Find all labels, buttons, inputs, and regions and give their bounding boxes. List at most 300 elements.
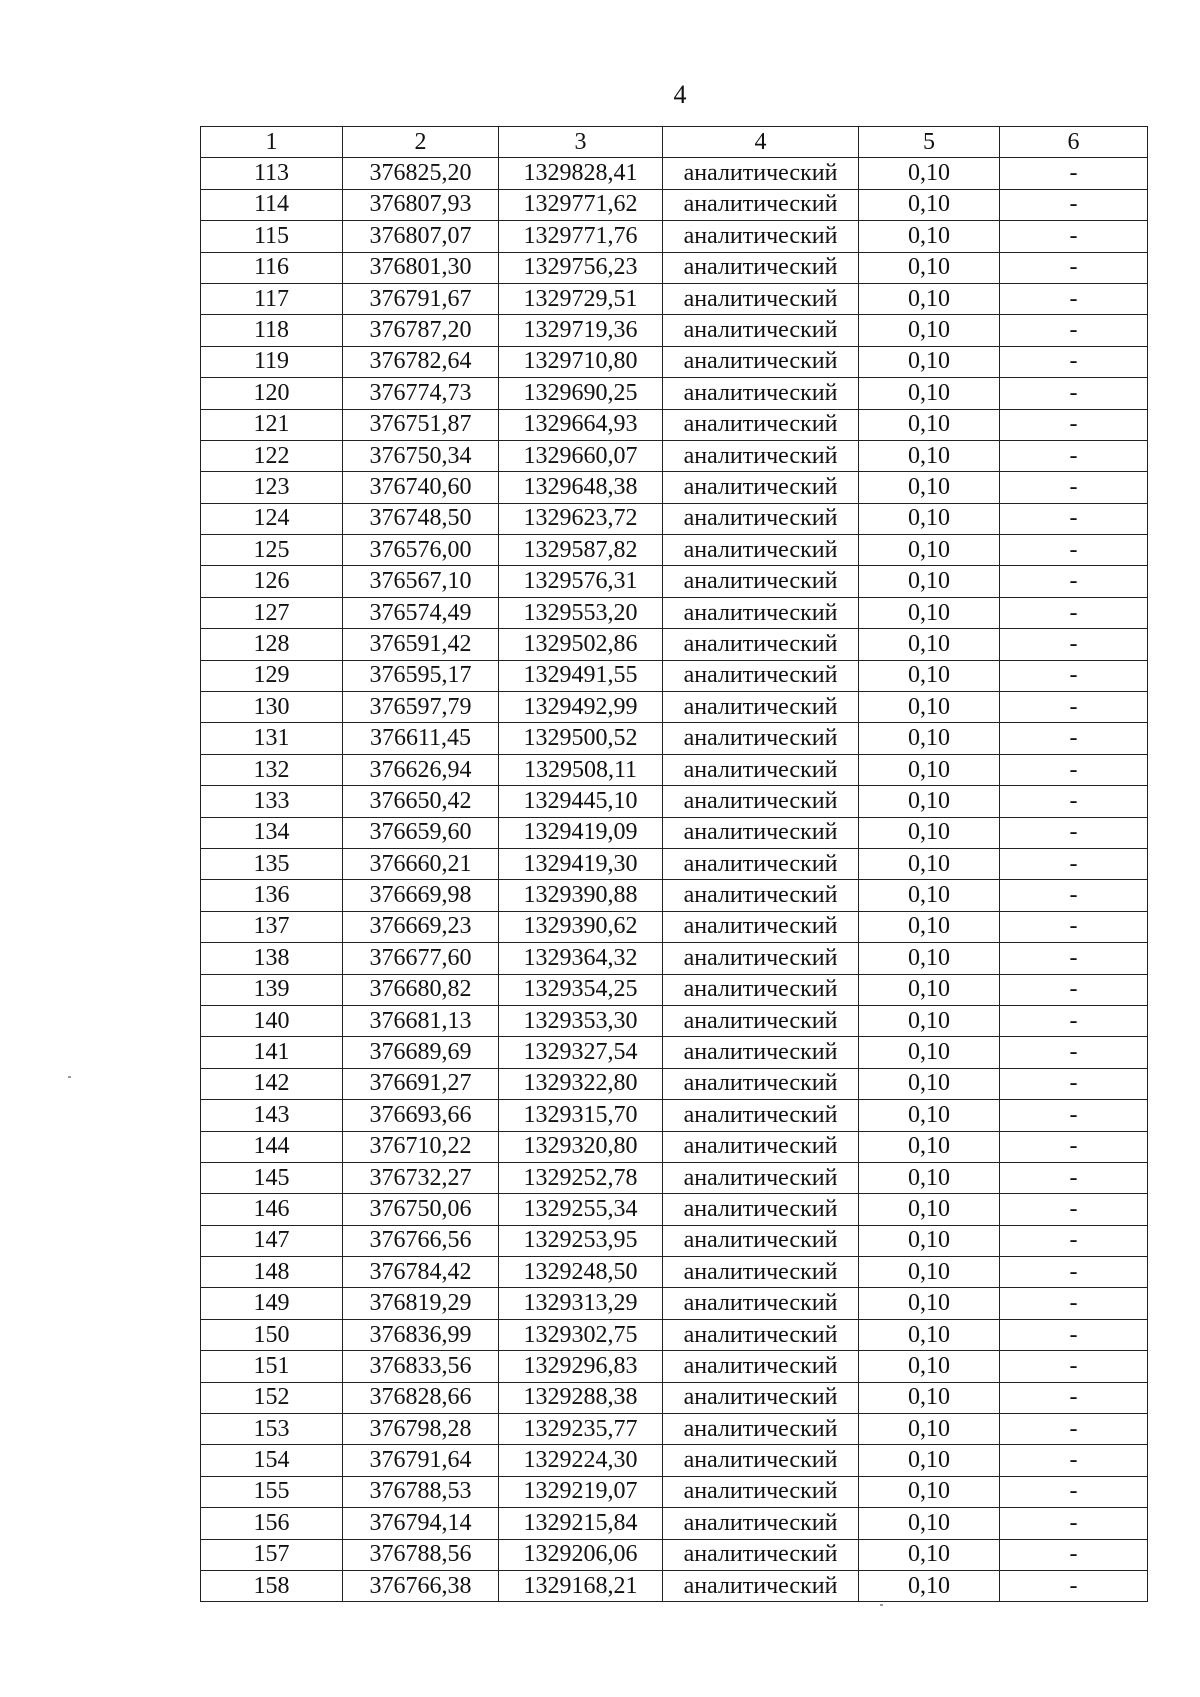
method-cell: аналитический — [663, 1445, 859, 1476]
y-coordinate-cell: 1329419,30 — [499, 848, 663, 879]
table-row — [201, 346, 1148, 377]
y-coordinate-cell: 1329719,36 — [499, 315, 663, 346]
y-coordinate-cell: 1329219,07 — [499, 1476, 663, 1507]
table-row — [201, 817, 1148, 848]
method-cell: аналитический — [663, 535, 859, 566]
x-coordinate-cell: 376750,06 — [343, 1194, 499, 1225]
point-number-cell: 149 — [201, 1288, 343, 1319]
method-cell: аналитический — [663, 1288, 859, 1319]
accuracy-cell: 0,10 — [859, 315, 1000, 346]
method-cell: аналитический — [663, 378, 859, 409]
header-col-4: 4 — [663, 127, 859, 158]
y-coordinate-cell: 1329664,93 — [499, 409, 663, 440]
x-coordinate-cell: 376574,49 — [343, 597, 499, 628]
accuracy-cell: 0,10 — [859, 1131, 1000, 1162]
table-row — [201, 1445, 1148, 1476]
y-coordinate-cell: 1329576,31 — [499, 566, 663, 597]
accuracy-cell: 0,10 — [859, 1445, 1000, 1476]
point-number-cell: 130 — [201, 692, 343, 723]
point-number-cell: 158 — [201, 1570, 343, 1601]
accuracy-cell: 0,10 — [859, 440, 1000, 471]
note-cell: - — [1000, 943, 1148, 974]
x-coordinate-cell: 376766,56 — [343, 1225, 499, 1256]
x-coordinate-cell: 376748,50 — [343, 503, 499, 534]
note-cell: - — [1000, 1037, 1148, 1068]
table-row — [201, 1382, 1148, 1413]
scan-speck — [68, 1076, 71, 1078]
accuracy-cell: 0,10 — [859, 754, 1000, 785]
y-coordinate-cell: 1329500,52 — [499, 723, 663, 754]
table-row — [201, 1194, 1148, 1225]
note-cell: - — [1000, 440, 1148, 471]
table-row — [201, 1162, 1148, 1193]
y-coordinate-cell: 1329322,80 — [499, 1068, 663, 1099]
header-col-5: 5 — [859, 127, 1000, 158]
y-coordinate-cell: 1329502,86 — [499, 629, 663, 660]
accuracy-cell: 0,10 — [859, 566, 1000, 597]
y-coordinate-cell: 1329168,21 — [499, 1570, 663, 1601]
y-coordinate-cell: 1329587,82 — [499, 535, 663, 566]
point-number-cell: 114 — [201, 189, 343, 220]
note-cell: - — [1000, 409, 1148, 440]
note-cell: - — [1000, 1288, 1148, 1319]
note-cell: - — [1000, 1131, 1148, 1162]
table-row — [201, 535, 1148, 566]
table-row — [201, 880, 1148, 911]
table-row — [201, 315, 1148, 346]
method-cell: аналитический — [663, 1100, 859, 1131]
point-number-cell: 136 — [201, 880, 343, 911]
note-cell: - — [1000, 660, 1148, 691]
note-cell: - — [1000, 629, 1148, 660]
x-coordinate-cell: 376689,69 — [343, 1037, 499, 1068]
note-cell: - — [1000, 566, 1148, 597]
accuracy-cell: 0,10 — [859, 817, 1000, 848]
table-row — [201, 1131, 1148, 1162]
table-row — [201, 1257, 1148, 1288]
y-coordinate-cell: 1329353,30 — [499, 1005, 663, 1036]
note-cell: - — [1000, 535, 1148, 566]
accuracy-cell: 0,10 — [859, 189, 1000, 220]
y-coordinate-cell: 1329390,62 — [499, 911, 663, 942]
table-row — [201, 252, 1148, 283]
y-coordinate-cell: 1329288,38 — [499, 1382, 663, 1413]
y-coordinate-cell: 1329828,41 — [499, 158, 663, 189]
x-coordinate-cell: 376794,14 — [343, 1508, 499, 1539]
accuracy-cell: 0,10 — [859, 1100, 1000, 1131]
method-cell: аналитический — [663, 1476, 859, 1507]
point-number-cell: 138 — [201, 943, 343, 974]
table-row — [201, 692, 1148, 723]
note-cell: - — [1000, 723, 1148, 754]
x-coordinate-cell: 376595,17 — [343, 660, 499, 691]
accuracy-cell: 0,10 — [859, 848, 1000, 879]
accuracy-cell: 0,10 — [859, 1194, 1000, 1225]
accuracy-cell: 0,10 — [859, 1068, 1000, 1099]
point-number-cell: 124 — [201, 503, 343, 534]
table-row — [201, 440, 1148, 471]
note-cell: - — [1000, 848, 1148, 879]
accuracy-cell: 0,10 — [859, 692, 1000, 723]
header-row — [201, 127, 1148, 158]
point-number-cell: 155 — [201, 1476, 343, 1507]
point-number-cell: 118 — [201, 315, 343, 346]
note-cell: - — [1000, 1414, 1148, 1445]
note-cell: - — [1000, 1257, 1148, 1288]
method-cell: аналитический — [663, 315, 859, 346]
method-cell: аналитический — [663, 503, 859, 534]
y-coordinate-cell: 1329623,72 — [499, 503, 663, 534]
point-number-cell: 157 — [201, 1539, 343, 1570]
point-number-cell: 113 — [201, 158, 343, 189]
table-row — [201, 1539, 1148, 1570]
y-coordinate-cell: 1329255,34 — [499, 1194, 663, 1225]
accuracy-cell: 0,10 — [859, 880, 1000, 911]
method-cell: аналитический — [663, 409, 859, 440]
method-cell: аналитический — [663, 440, 859, 471]
table-row — [201, 754, 1148, 785]
table-row — [201, 1005, 1148, 1036]
x-coordinate-cell: 376807,07 — [343, 221, 499, 252]
method-cell: аналитический — [663, 283, 859, 314]
x-coordinate-cell: 376732,27 — [343, 1162, 499, 1193]
point-number-cell: 115 — [201, 221, 343, 252]
method-cell: аналитический — [663, 158, 859, 189]
point-number-cell: 132 — [201, 754, 343, 785]
note-cell: - — [1000, 1382, 1148, 1413]
accuracy-cell: 0,10 — [859, 911, 1000, 942]
point-number-cell: 145 — [201, 1162, 343, 1193]
method-cell: аналитический — [663, 1194, 859, 1225]
accuracy-cell: 0,10 — [859, 974, 1000, 1005]
method-cell: аналитический — [663, 597, 859, 628]
x-coordinate-cell: 376680,82 — [343, 974, 499, 1005]
x-coordinate-cell: 376791,67 — [343, 283, 499, 314]
method-cell: аналитический — [663, 1131, 859, 1162]
table-row — [201, 723, 1148, 754]
method-cell: аналитический — [663, 1037, 859, 1068]
point-number-cell: 120 — [201, 378, 343, 409]
x-coordinate-cell: 376836,99 — [343, 1319, 499, 1350]
y-coordinate-cell: 1329296,83 — [499, 1351, 663, 1382]
y-coordinate-cell: 1329508,11 — [499, 754, 663, 785]
table-row — [201, 943, 1148, 974]
note-cell: - — [1000, 221, 1148, 252]
y-coordinate-cell: 1329313,29 — [499, 1288, 663, 1319]
method-cell: аналитический — [663, 189, 859, 220]
y-coordinate-cell: 1329756,23 — [499, 252, 663, 283]
y-coordinate-cell: 1329364,32 — [499, 943, 663, 974]
point-number-cell: 134 — [201, 817, 343, 848]
note-cell: - — [1000, 503, 1148, 534]
note-cell: - — [1000, 346, 1148, 377]
method-cell: аналитический — [663, 1351, 859, 1382]
table-row — [201, 786, 1148, 817]
table-row — [201, 472, 1148, 503]
point-number-cell: 126 — [201, 566, 343, 597]
header-col-6: 6 — [1000, 127, 1148, 158]
accuracy-cell: 0,10 — [859, 409, 1000, 440]
table-row — [201, 1288, 1148, 1319]
note-cell: - — [1000, 1068, 1148, 1099]
x-coordinate-cell: 376807,93 — [343, 189, 499, 220]
x-coordinate-cell: 376693,66 — [343, 1100, 499, 1131]
note-cell: - — [1000, 472, 1148, 503]
method-cell: аналитический — [663, 629, 859, 660]
point-number-cell: 146 — [201, 1194, 343, 1225]
note-cell: - — [1000, 1508, 1148, 1539]
method-cell: аналитический — [663, 848, 859, 879]
y-coordinate-cell: 1329206,06 — [499, 1539, 663, 1570]
y-coordinate-cell: 1329327,54 — [499, 1037, 663, 1068]
point-number-cell: 133 — [201, 786, 343, 817]
y-coordinate-cell: 1329253,95 — [499, 1225, 663, 1256]
accuracy-cell: 0,10 — [859, 1570, 1000, 1601]
table-row — [201, 1037, 1148, 1068]
table-row — [201, 221, 1148, 252]
accuracy-cell: 0,10 — [859, 786, 1000, 817]
y-coordinate-cell: 1329248,50 — [499, 1257, 663, 1288]
y-coordinate-cell: 1329660,07 — [499, 440, 663, 471]
method-cell: аналитический — [663, 1508, 859, 1539]
coordinates-table — [200, 126, 1148, 1602]
table-row — [201, 1068, 1148, 1099]
method-cell: аналитический — [663, 817, 859, 848]
x-coordinate-cell: 376597,79 — [343, 692, 499, 723]
note-cell: - — [1000, 1319, 1148, 1350]
method-cell: аналитический — [663, 1570, 859, 1601]
table-row — [201, 283, 1148, 314]
accuracy-cell: 0,10 — [859, 535, 1000, 566]
x-coordinate-cell: 376677,60 — [343, 943, 499, 974]
point-number-cell: 143 — [201, 1100, 343, 1131]
point-number-cell: 152 — [201, 1382, 343, 1413]
note-cell: - — [1000, 1100, 1148, 1131]
point-number-cell: 156 — [201, 1508, 343, 1539]
note-cell: - — [1000, 283, 1148, 314]
x-coordinate-cell: 376774,73 — [343, 378, 499, 409]
note-cell: - — [1000, 692, 1148, 723]
x-coordinate-cell: 376750,34 — [343, 440, 499, 471]
accuracy-cell: 0,10 — [859, 660, 1000, 691]
accuracy-cell: 0,10 — [859, 346, 1000, 377]
note-cell: - — [1000, 1005, 1148, 1036]
note-cell: - — [1000, 597, 1148, 628]
scan-speck — [880, 1604, 883, 1606]
x-coordinate-cell: 376784,42 — [343, 1257, 499, 1288]
note-cell: - — [1000, 1445, 1148, 1476]
point-number-cell: 121 — [201, 409, 343, 440]
accuracy-cell: 0,10 — [859, 1382, 1000, 1413]
table-row — [201, 1100, 1148, 1131]
point-number-cell: 151 — [201, 1351, 343, 1382]
point-number-cell: 150 — [201, 1319, 343, 1350]
method-cell: аналитический — [663, 754, 859, 785]
accuracy-cell: 0,10 — [859, 1037, 1000, 1068]
y-coordinate-cell: 1329419,09 — [499, 817, 663, 848]
point-number-cell: 147 — [201, 1225, 343, 1256]
x-coordinate-cell: 376787,20 — [343, 315, 499, 346]
note-cell: - — [1000, 189, 1148, 220]
x-coordinate-cell: 376681,13 — [343, 1005, 499, 1036]
y-coordinate-cell: 1329315,70 — [499, 1100, 663, 1131]
note-cell: - — [1000, 880, 1148, 911]
method-cell: аналитический — [663, 786, 859, 817]
accuracy-cell: 0,10 — [859, 1539, 1000, 1570]
note-cell: - — [1000, 1162, 1148, 1193]
table-row — [201, 378, 1148, 409]
table-row — [201, 597, 1148, 628]
y-coordinate-cell: 1329224,30 — [499, 1445, 663, 1476]
point-number-cell: 137 — [201, 911, 343, 942]
table-row — [201, 409, 1148, 440]
accuracy-cell: 0,10 — [859, 723, 1000, 754]
x-coordinate-cell: 376766,38 — [343, 1570, 499, 1601]
point-number-cell: 154 — [201, 1445, 343, 1476]
x-coordinate-cell: 376833,56 — [343, 1351, 499, 1382]
method-cell: аналитический — [663, 1539, 859, 1570]
x-coordinate-cell: 376710,22 — [343, 1131, 499, 1162]
accuracy-cell: 0,10 — [859, 1476, 1000, 1507]
note-cell: - — [1000, 817, 1148, 848]
page-number: 4 — [673, 80, 687, 109]
table-row — [201, 1319, 1148, 1350]
note-cell: - — [1000, 1225, 1148, 1256]
x-coordinate-cell: 376751,87 — [343, 409, 499, 440]
table-row — [201, 974, 1148, 1005]
accuracy-cell: 0,10 — [859, 252, 1000, 283]
method-cell: аналитический — [663, 943, 859, 974]
accuracy-cell: 0,10 — [859, 1288, 1000, 1319]
y-coordinate-cell: 1329320,80 — [499, 1131, 663, 1162]
y-coordinate-cell: 1329729,51 — [499, 283, 663, 314]
x-coordinate-cell: 376591,42 — [343, 629, 499, 660]
method-cell: аналитический — [663, 1382, 859, 1413]
y-coordinate-cell: 1329302,75 — [499, 1319, 663, 1350]
table-row — [201, 566, 1148, 597]
accuracy-cell: 0,10 — [859, 472, 1000, 503]
point-number-cell: 127 — [201, 597, 343, 628]
x-coordinate-cell: 376788,56 — [343, 1539, 499, 1570]
x-coordinate-cell: 376788,53 — [343, 1476, 499, 1507]
method-cell: аналитический — [663, 723, 859, 754]
method-cell: аналитический — [663, 974, 859, 1005]
method-cell: аналитический — [663, 1225, 859, 1256]
x-coordinate-cell: 376782,64 — [343, 346, 499, 377]
point-number-cell: 122 — [201, 440, 343, 471]
point-number-cell: 119 — [201, 346, 343, 377]
note-cell: - — [1000, 1570, 1148, 1601]
x-coordinate-cell: 376567,10 — [343, 566, 499, 597]
note-cell: - — [1000, 158, 1148, 189]
y-coordinate-cell: 1329553,20 — [499, 597, 663, 628]
accuracy-cell: 0,10 — [859, 503, 1000, 534]
note-cell: - — [1000, 786, 1148, 817]
table-body — [201, 158, 1148, 1602]
header-col-3: 3 — [499, 127, 663, 158]
accuracy-cell: 0,10 — [859, 1508, 1000, 1539]
y-coordinate-cell: 1329235,77 — [499, 1414, 663, 1445]
note-cell: - — [1000, 911, 1148, 942]
method-cell: аналитический — [663, 1414, 859, 1445]
accuracy-cell: 0,10 — [859, 378, 1000, 409]
point-number-cell: 125 — [201, 535, 343, 566]
accuracy-cell: 0,10 — [859, 1005, 1000, 1036]
note-cell: - — [1000, 252, 1148, 283]
point-number-cell: 131 — [201, 723, 343, 754]
table-row — [201, 1570, 1148, 1601]
point-number-cell: 116 — [201, 252, 343, 283]
method-cell: аналитический — [663, 221, 859, 252]
method-cell: аналитический — [663, 1162, 859, 1193]
table-row — [201, 629, 1148, 660]
point-number-cell: 123 — [201, 472, 343, 503]
point-number-cell: 135 — [201, 848, 343, 879]
note-cell: - — [1000, 1476, 1148, 1507]
x-coordinate-cell: 376669,98 — [343, 880, 499, 911]
note-cell: - — [1000, 378, 1148, 409]
method-cell: аналитический — [663, 880, 859, 911]
x-coordinate-cell: 376611,45 — [343, 723, 499, 754]
table-row — [201, 1508, 1148, 1539]
point-number-cell: 153 — [201, 1414, 343, 1445]
header-col-1: 1 — [201, 127, 343, 158]
method-cell: аналитический — [663, 346, 859, 377]
y-coordinate-cell: 1329390,88 — [499, 880, 663, 911]
x-coordinate-cell: 376650,42 — [343, 786, 499, 817]
x-coordinate-cell: 376576,00 — [343, 535, 499, 566]
point-number-cell: 139 — [201, 974, 343, 1005]
y-coordinate-cell: 1329354,25 — [499, 974, 663, 1005]
y-coordinate-cell: 1329252,78 — [499, 1162, 663, 1193]
method-cell: аналитический — [663, 566, 859, 597]
table-header — [201, 127, 1148, 158]
accuracy-cell: 0,10 — [859, 221, 1000, 252]
point-number-cell: 117 — [201, 283, 343, 314]
table-row — [201, 1476, 1148, 1507]
accuracy-cell: 0,10 — [859, 1225, 1000, 1256]
note-cell: - — [1000, 1194, 1148, 1225]
y-coordinate-cell: 1329492,99 — [499, 692, 663, 723]
accuracy-cell: 0,10 — [859, 1351, 1000, 1382]
x-coordinate-cell: 376791,64 — [343, 1445, 499, 1476]
x-coordinate-cell: 376828,66 — [343, 1382, 499, 1413]
note-cell: - — [1000, 315, 1148, 346]
point-number-cell: 144 — [201, 1131, 343, 1162]
method-cell: аналитический — [663, 1257, 859, 1288]
header-col-2: 2 — [343, 127, 499, 158]
x-coordinate-cell: 376825,20 — [343, 158, 499, 189]
y-coordinate-cell: 1329648,38 — [499, 472, 663, 503]
x-coordinate-cell: 376801,30 — [343, 252, 499, 283]
x-coordinate-cell: 376691,27 — [343, 1068, 499, 1099]
x-coordinate-cell: 376740,60 — [343, 472, 499, 503]
accuracy-cell: 0,10 — [859, 1414, 1000, 1445]
y-coordinate-cell: 1329491,55 — [499, 660, 663, 691]
table-row — [201, 189, 1148, 220]
table-row — [201, 158, 1148, 189]
point-number-cell: 140 — [201, 1005, 343, 1036]
accuracy-cell: 0,10 — [859, 629, 1000, 660]
x-coordinate-cell: 376669,23 — [343, 911, 499, 942]
y-coordinate-cell: 1329445,10 — [499, 786, 663, 817]
method-cell: аналитический — [663, 472, 859, 503]
table-row — [201, 503, 1148, 534]
method-cell: аналитический — [663, 1068, 859, 1099]
x-coordinate-cell: 376798,28 — [343, 1414, 499, 1445]
accuracy-cell: 0,10 — [859, 597, 1000, 628]
note-cell: - — [1000, 1351, 1148, 1382]
